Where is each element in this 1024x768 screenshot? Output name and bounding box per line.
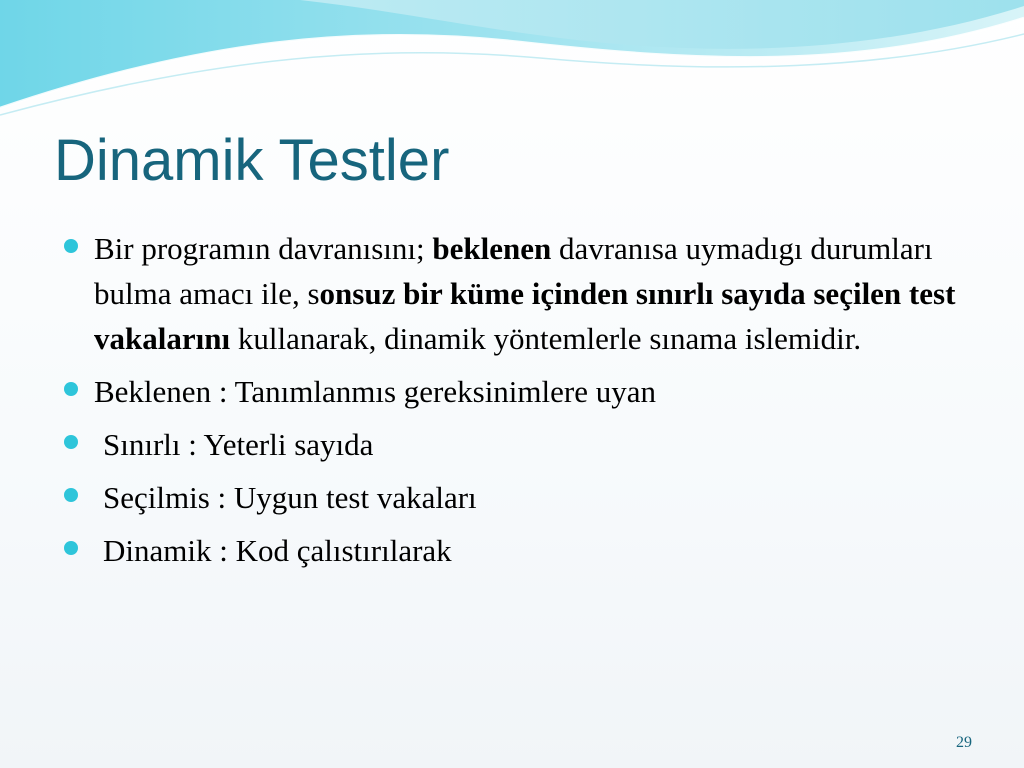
- bullet-item: [64, 422, 964, 467]
- bullet-text: Sınırlı : Yeterli sayıda: [103, 427, 374, 462]
- bullet-text: Seçilmis : Uygun test vakaları: [103, 480, 477, 515]
- bullet-dot-icon: [64, 541, 78, 555]
- bullet-dot-icon: [64, 488, 78, 502]
- bullet-dot-icon: [64, 239, 78, 253]
- bullet-dot-icon: [64, 382, 78, 396]
- bullet-item: [64, 226, 964, 361]
- bullet-text: Beklenen : Tanımlanmıs gereksinimlere uyan: [94, 374, 656, 409]
- bullet-text: Dinamik : Kod çalıstırılarak: [103, 533, 452, 568]
- page-number: 29: [956, 734, 972, 751]
- slide-title: Dinamik Testler: [54, 128, 450, 193]
- bullet-dot-icon: [64, 435, 78, 449]
- bullet-text: Bir programın davranısını; beklenen davranısa uymadıgı durumları bulma amacı ile, sonsuz bir küme içinden sınırlı sayıda seçilen test vakalarını kullanarak, dinamik yöntemlerle sınama islemidir.: [94, 231, 956, 356]
- bullet-item: [64, 475, 964, 520]
- header-wave-decoration: [0, 0, 1024, 120]
- bullet-item: [64, 528, 964, 573]
- bullet-item: [64, 369, 964, 414]
- bullet-list: [64, 226, 964, 581]
